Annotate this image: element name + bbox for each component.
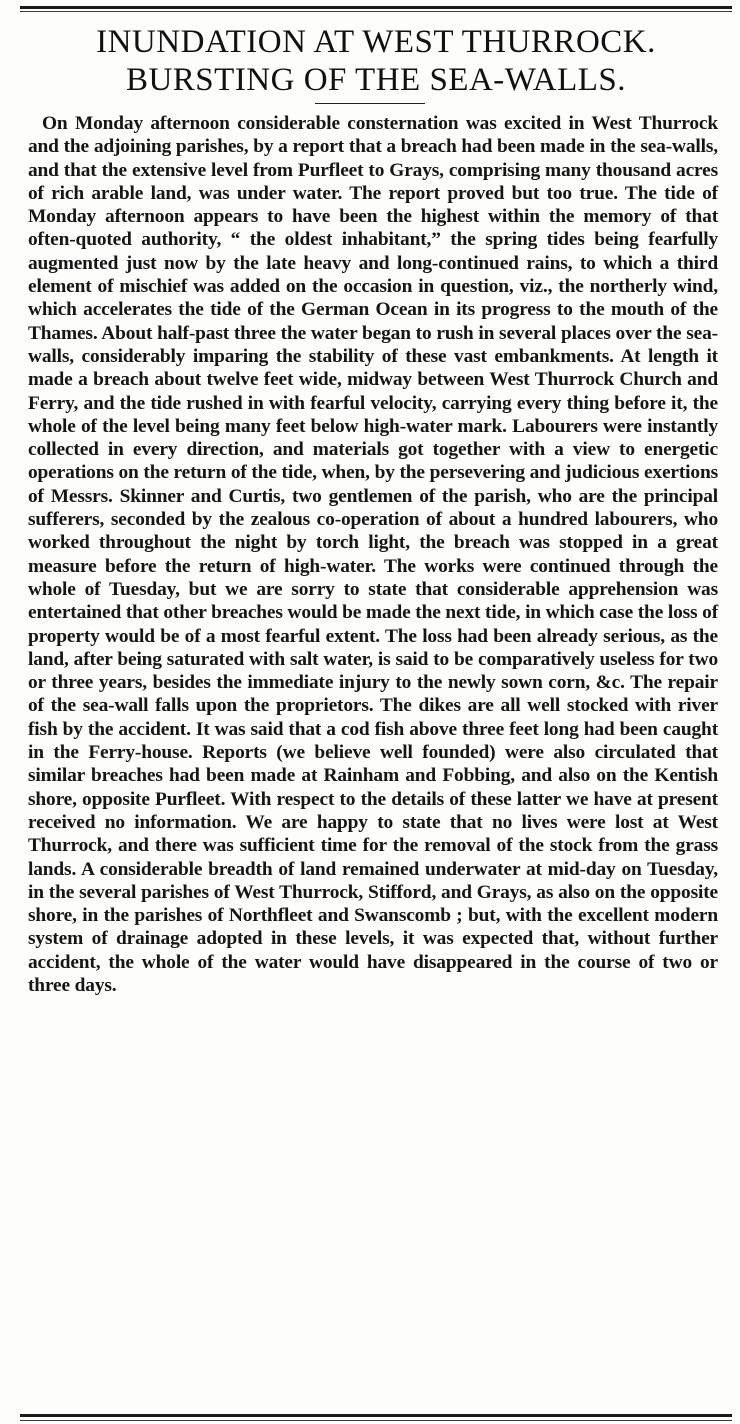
top-rule-thin (20, 11, 732, 12)
bottom-rule-thick (20, 1414, 732, 1417)
bottom-rule-thin (20, 1420, 732, 1421)
article-paragraph: On Monday afternoon considerable consternation was excited in West Thurrock and the adjoining parishes, by a report that a breach had been made in the sea-walls, and that the extensive level from Purfleet to Grays, comprising many thousand acres of rich arable land, was under water. The report proved but too true. The tide of Monday afternoon appears to have been the highest within the memory of that often-quoted authority, “ the oldest inhabitant,” the spring tides being fearfully augmented just now by the late heavy and long-continued rains, to which a third element of mischief was added on the occasion in question, viz., the northerly wind, which accelerates the tide of the German Ocean in its progress to the mouth of the Thames. About half-past three the water began to rush in several places over the sea-walls, considerably imparing the stability of these vast embankments. At length it made a breach about twelve feet wide, midway between West Thurrock Church and Ferry, and the tide rushed in with fearful velocity, carrying every thing before it, the whole of the level being many feet below high-water mark. Labourers were instantly collected in every direction, and materials got together with a view to energetic operations on the return of the tide, when, by the persevering and judicious exertions of Messrs. Skinner and Curtis, two gentlemen of the parish, who are the principal sufferers, seconded by the zealous co-operation of about a hundred labourers, who worked throughout the night by torch light, the breach was stopped in a great measure before the return of high-water. The works were continued through the whole of Tuesday, but we are sorry to state that considerable apprehension was entertained that other breaches would be made the next tide, in which case the loss of property would be of a most fearful extent. The loss had been already serious, as the land, after being saturated with salt water, is said to be comparatively useless for two or three years, besides the immediate injury to the newly sown corn, &c. The repair of the sea-wall falls upon the proprietors. The dikes are all well stocked with river fish by the accident. It was said that a cod fish above three feet long had been caught in the Ferry-house. Reports (we believe well founded) were also circulated that similar breaches had been made at Rainham and Fobbing, and also on the Kentish shore, opposite Purfleet. With respect to the details of these latter we have at present received no information. We are happy to state that no lives were lost at West Thurrock, and there was sufficient time for the removal of the stock from the grass lands. A considerable breadth of land remained underwater at mid-day on Tuesday, in the several parishes of West Thurrock, Stifford, and Grays, as also on the opposite shore, in the parishes of Northfleet and Swanscomb ; but, with the excellent modern system of drainage adopted in these levels, it was expected that, without further accident, the whole of the water would have disappeared in the course of two or three days. (28, 113, 718, 996)
headline-line-1: INUNDATION AT WEST THURROCK. (96, 24, 656, 60)
headline-divider (315, 103, 425, 104)
top-rule-thick (20, 6, 732, 9)
article-body (28, 112, 718, 997)
headline-line-2: BURSTING OF THE SEA-WALLS. (125, 62, 627, 98)
